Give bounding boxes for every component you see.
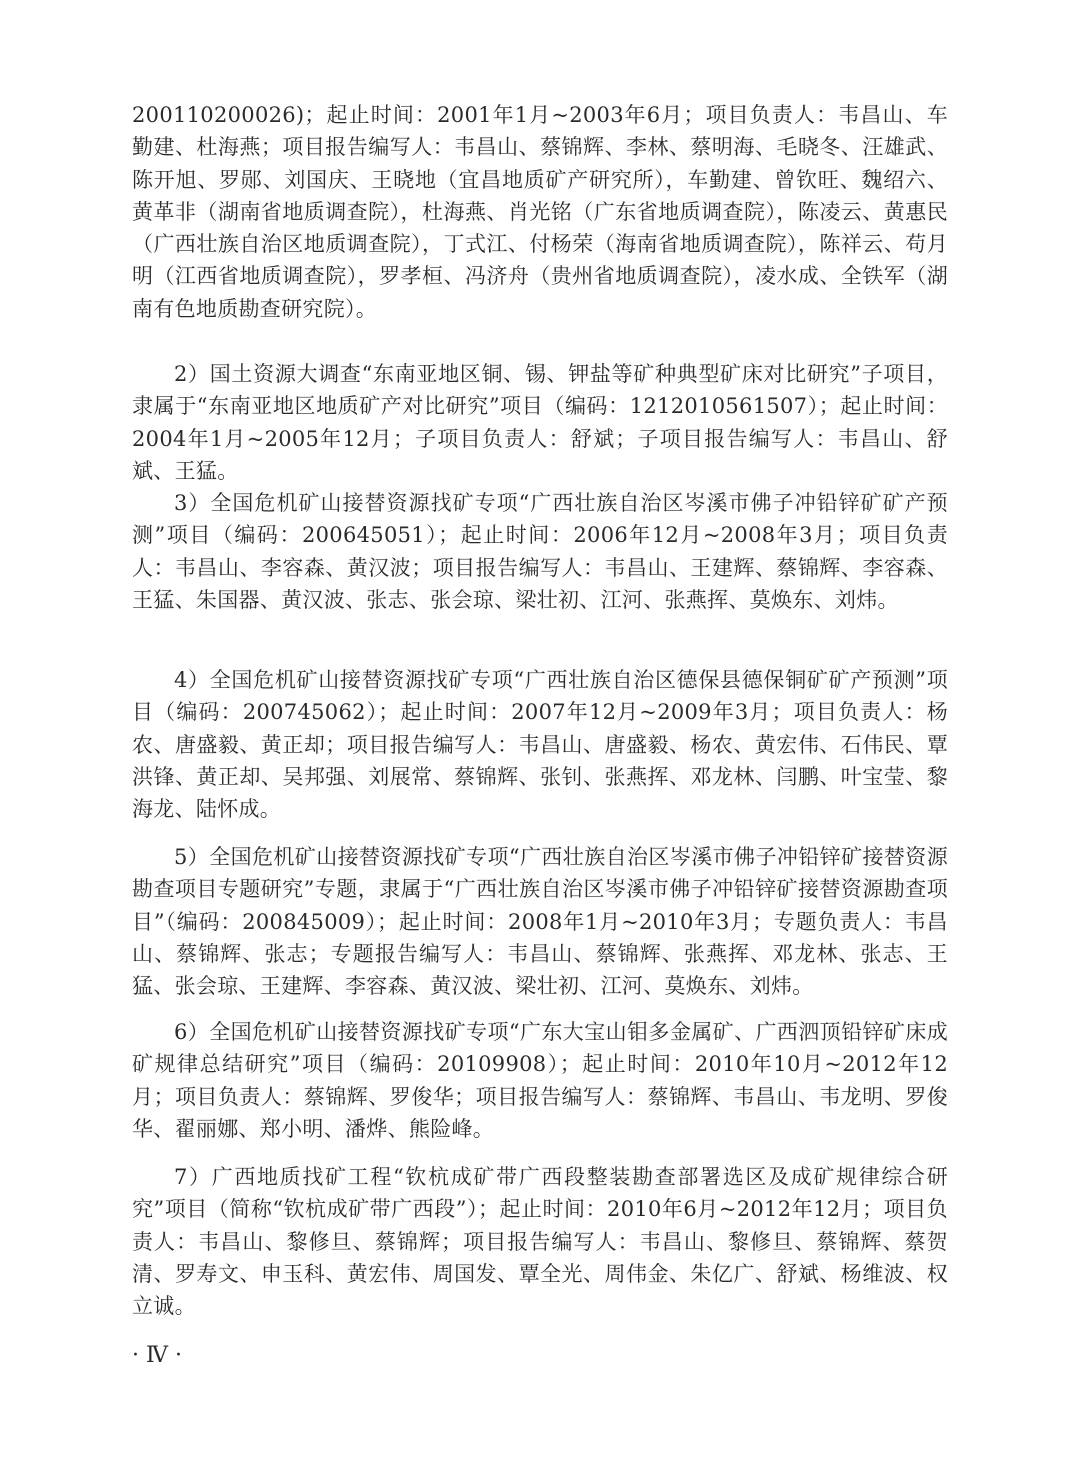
paragraph-6: 6）全国危机矿山接替资源找矿专项“广东大宝山钼多金属矿、广西泗顶铅锌矿床成矿规律总结研究”项目（编码：20109908）；起止时间：2010年10月~2012年12月；项目负责人：蔡锦辉、罗俊华；项目报告编写人：蔡锦辉、韦昌山、韦龙明、罗俊华、翟丽娜、郑小明、潘烨、熊险峰。 bbox=[132, 1020, 948, 1141]
paragraph-2: 2）国土资源大调查“东南亚地区铜、锡、钾盐等矿种典型矿床对比研究”子项目，隶属于“东南亚地区地质矿产对比研究”项目（编码：1212010561507）；起止时间：2004年1月~2005年12月；子项目负责人：舒斌；子项目报告编写人：韦昌山、舒斌、王猛。 bbox=[132, 362, 948, 483]
paragraph-7: 7）广西地质找矿工程“钦杭成矿带广西段整装勘查部署选区及成矿规律综合研究”项目（简称“钦杭成矿带广西段”）；起止时间：2010年6月~2012年12月；项目负责人：韦昌山、黎修旦、蔡锦辉；项目报告编写人：韦昌山、黎修旦、蔡锦辉、蔡贺清、罗寿文、申玉科、黄宏伟、周国发、覃全光、周伟金、朱亿广、舒斌、杨维波、权立诚。 bbox=[132, 1165, 948, 1319]
paragraph-3: 3）全国危机矿山接替资源找矿专项“广西壮族自治区岑溪市佛子冲铅锌矿矿产预测”项目（编码：200645051）；起止时间：2006年12月~2008年3月；项目负责人：韦昌山、李容森、黄汉波；项目报告编写人：韦昌山、王建辉、蔡锦辉、李容森、王猛、朱国器、黄汉波、张志、张会琼、梁壮初、江河、张燕挥、莫焕东、刘炜。 bbox=[132, 491, 948, 612]
page-number: · Ⅳ · bbox=[132, 1343, 182, 1368]
paragraph-4: 4）全国危机矿山接替资源找矿专项“广西壮族自治区德保县德保铜矿矿产预测”项目（编码：200745062）；起止时间：2007年12月~2009年3月；项目负责人：杨农、唐盛毅、黄正却；项目报告编写人：韦昌山、唐盛毅、杨农、黄宏伟、石伟民、覃洪锋、黄正却、吴邦强、刘展常、蔡锦辉、张钊、张燕挥、邓龙林、闫鹏、叶宝莹、黎海龙、陆怀成。 bbox=[132, 668, 948, 822]
paragraph-5: 5）全国危机矿山接替资源找矿专项“广西壮族自治区岑溪市佛子冲铅锌矿接替资源勘查项目专题研究”专题，隶属于“广西壮族自治区岑溪市佛子冲铅锌矿接替资源勘查项目”（编码：200845009）；起止时间：2008年1月~2010年3月；专题负责人：韦昌山、蔡锦辉、张志；专题报告编写人：韦昌山、蔡锦辉、张燕挥、邓龙林、张志、王猛、张会琼、王建辉、李容森、黄汉波、梁壮初、江河、莫焕东、刘炜。 bbox=[132, 845, 948, 999]
paragraph-1-continued: 200110200026)；起止时间：2001年1月~2003年6月；项目负责人：韦昌山、车勤建、杜海燕；项目报告编写人：韦昌山、蔡锦辉、李林、蔡明海、毛晓冬、汪雄武、陈开旭、罗郧、刘国庆、王晓地（宜昌地质矿产研究所），车勤建、曾钦旺、魏绍六、黄革非（湖南省地质调查院），杜海燕、肖光铭（广东省地质调查院），陈凌云、黄惠民（广西壮族自治区地质调查院），丁式江、付杨荣（海南省地质调查院），陈祥云、苟月明（江西省地质调查院），罗孝桓、冯济舟（贵州省地质调查院），凌水成、全铁军（湖南有色地质勘查研究院）。 bbox=[132, 103, 948, 321]
